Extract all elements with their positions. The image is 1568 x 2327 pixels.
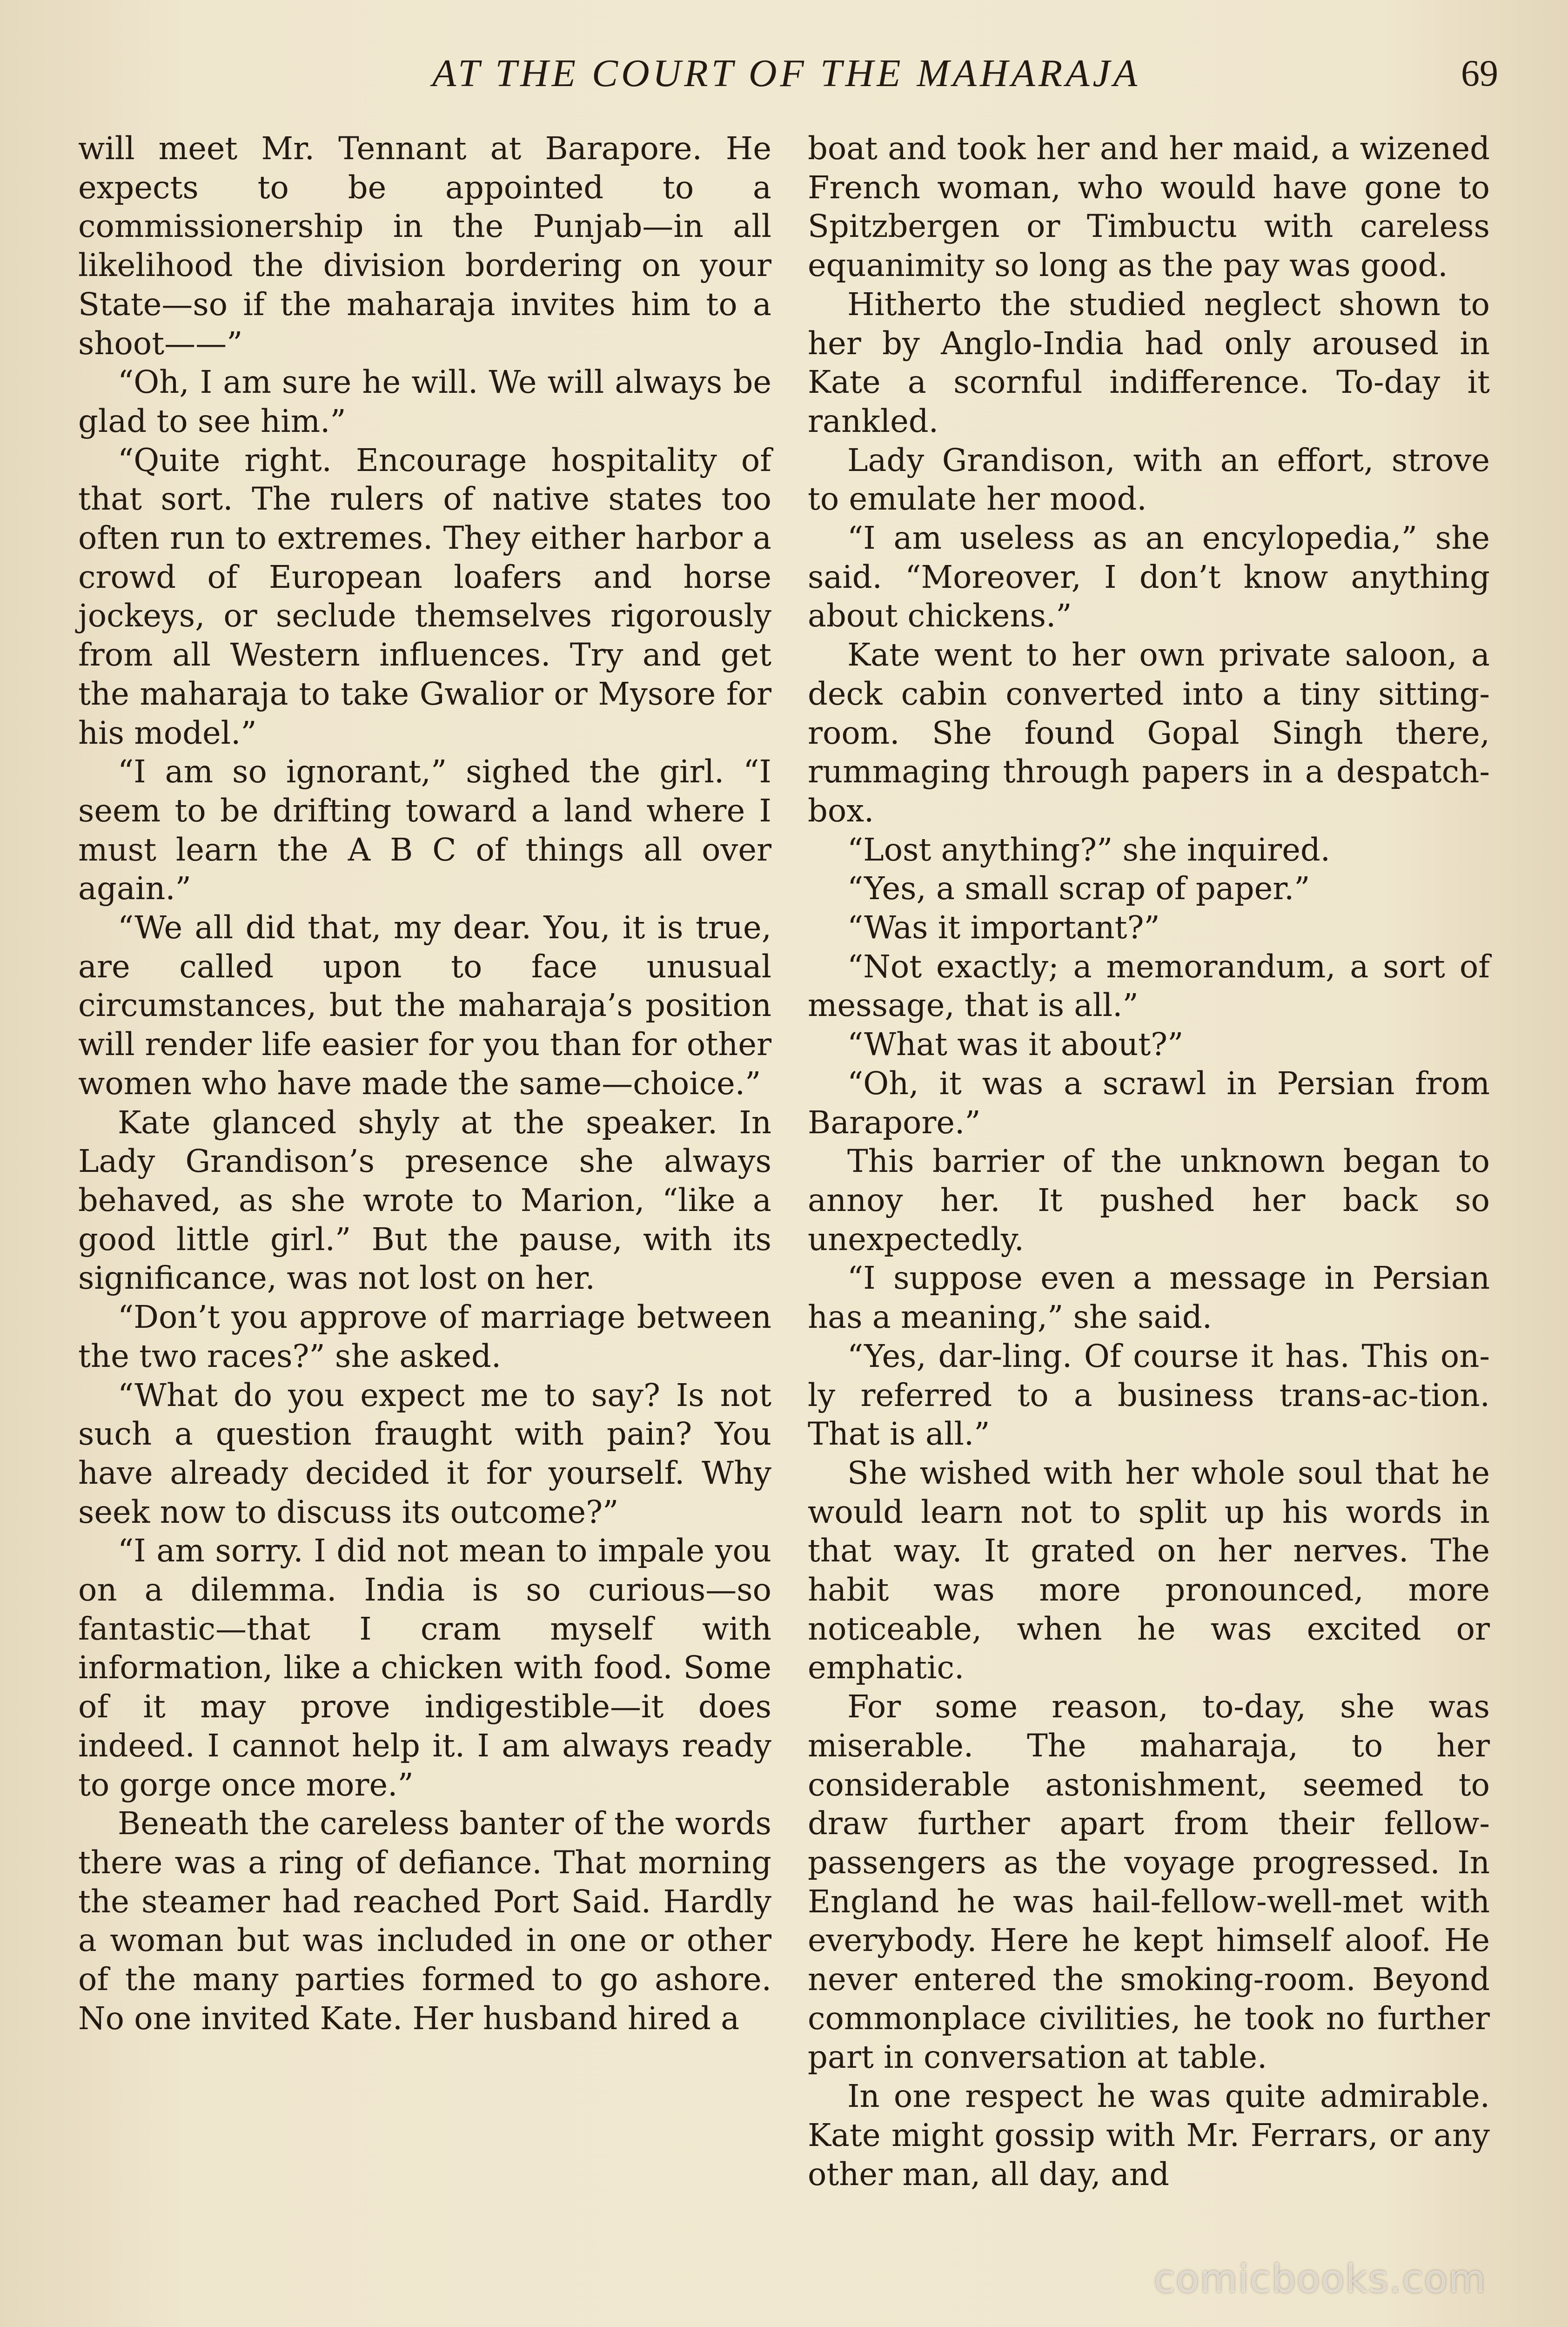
paragraph: For some reason, to-day, she was miserable. The maharaja, to her considerable astonishment, seemed to draw further apart from their fellow-passengers as the voyage progressed. In England he was hail-fellow-well-met with everybody. Here he kept himself aloof. He never entered the smoking-room. Beyond commonplace civilities, he took no further part in conversation at table. — [808, 1688, 1490, 2076]
paragraph: “Not exactly; a memorandum, a sort of message, that is all.” — [808, 948, 1490, 1024]
paragraph: “What was it about?” — [847, 1026, 1184, 1063]
paragraph: “I am sorry. I did not mean to impale you on a dilemma. India is so curious—so fantastic—that I cram myself with information, like a chicken with food. Some of it may prove indigestible—it does indeed. I cannot help it. I am always ready to gorge once more.” — [78, 1533, 771, 1803]
paragraph: “Was it important?” — [847, 909, 1160, 946]
paragraph: will meet Mr. Tennant at Barapore. He expects to be appointed to a commissionership in the Punjab—in all likelihood the division bordering on your State—so if the maharaja invites him to a shoot——” — [78, 130, 771, 362]
paragraph: This barrier of the unknown began to annoy her. It pushed her back so unexpectedly. — [808, 1143, 1490, 1258]
paragraph: “Don’t you approve of marriage between the two races?” she asked. — [78, 1299, 771, 1374]
page-header — [0, 50, 1568, 106]
paragraph: “I am so ignorant,” sighed the girl. “I seem to be drifting toward a land where I must learn the A B C of things all over again.” — [78, 753, 771, 907]
paragraph: In one respect he was quite admirable. Kate might gossip with Mr. Ferrars, or any other man, all day, and — [808, 2078, 1490, 2192]
paragraph: Beneath the careless banter of the words there was a ring of defiance. That morning the steamer had reached Port Said. Hardly a woman but was included in one or other of the many parties formed to go ashore. No one invited Kate. Her husband hired a — [78, 1805, 771, 2037]
left-column — [78, 129, 771, 2038]
paragraph: “Oh, it was a scrawl in Persian from Barapore.” — [808, 1065, 1490, 1141]
running-head: AT THE COURT OF THE MAHARAJA — [432, 52, 1141, 95]
paragraph: “Yes, a small scrap of paper.” — [847, 870, 1310, 907]
paragraph: She wished with her whole soul that he would learn not to split up his words in that way. It grated on her nerves. The habit was more pronounced, more noticeable, when he was excited or emphatic. — [808, 1454, 1490, 1686]
paragraph: “We all did that, my dear. You, it is true, are called upon to face unusual circumstances, but the maharaja’s position will render life easier for you than for other women who have made the same—choice.” — [78, 909, 771, 1102]
paragraph: “Yes, dar-ling. Of course it has. This on-ly referred to a business trans-ac-tion. That is all.” — [808, 1338, 1490, 1453]
paragraph: Hitherto the studied neglect shown to her by Anglo-India had only aroused in Kate a scornful indifference. To-day it rankled. — [808, 286, 1490, 439]
paragraph: boat and took her and her maid, a wizened French woman, who would have gone to Spitzbergen or Timbuctu with careless equanimity so long as the pay was good. — [808, 130, 1490, 284]
paragraph: “I am useless as an encylopedia,” she said. “Moreover, I don’t know anything about chickens.” — [808, 520, 1490, 634]
paragraph: Kate glanced shyly at the speaker. In Lady Grandison’s presence she always behaved, as she wrote to Marion, “like a good little girl.” But the pause, with its significance, was not lost on her. — [78, 1104, 771, 1297]
paragraph: “I suppose even a message in Persian has a meaning,” she said. — [808, 1260, 1490, 1336]
watermark: comicbooks.com — [1154, 2257, 1487, 2301]
right-column — [808, 129, 1490, 2194]
paragraph: “What do you expect me to say? Is not such a question fraught with pain? You have already decided it for yourself. Why seek now to discuss its outcome?” — [78, 1377, 771, 1530]
paragraph: “Oh, I am sure he will. We will always be glad to see him.” — [78, 364, 771, 439]
page-number: 69 — [1461, 53, 1498, 94]
paragraph: “Lost anything?” she inquired. — [847, 831, 1331, 868]
paragraph: “Quite right. Encourage hospitality of that sort. The rulers of native states too often run to extremes. They either harbor a crowd of European loafers and horse jockeys, or seclude themselves rigorously from all Western influences. Try and get the maharaja to take Gwalior or Mysore for his model.” — [78, 442, 771, 751]
paragraph: Lady Grandison, with an effort, strove to emulate her mood. — [808, 442, 1490, 518]
paragraph: Kate went to her own private saloon, a deck cabin converted into a tiny sitting-room. She found Gopal Singh there, rummaging through papers in a despatch-box. — [808, 637, 1490, 829]
